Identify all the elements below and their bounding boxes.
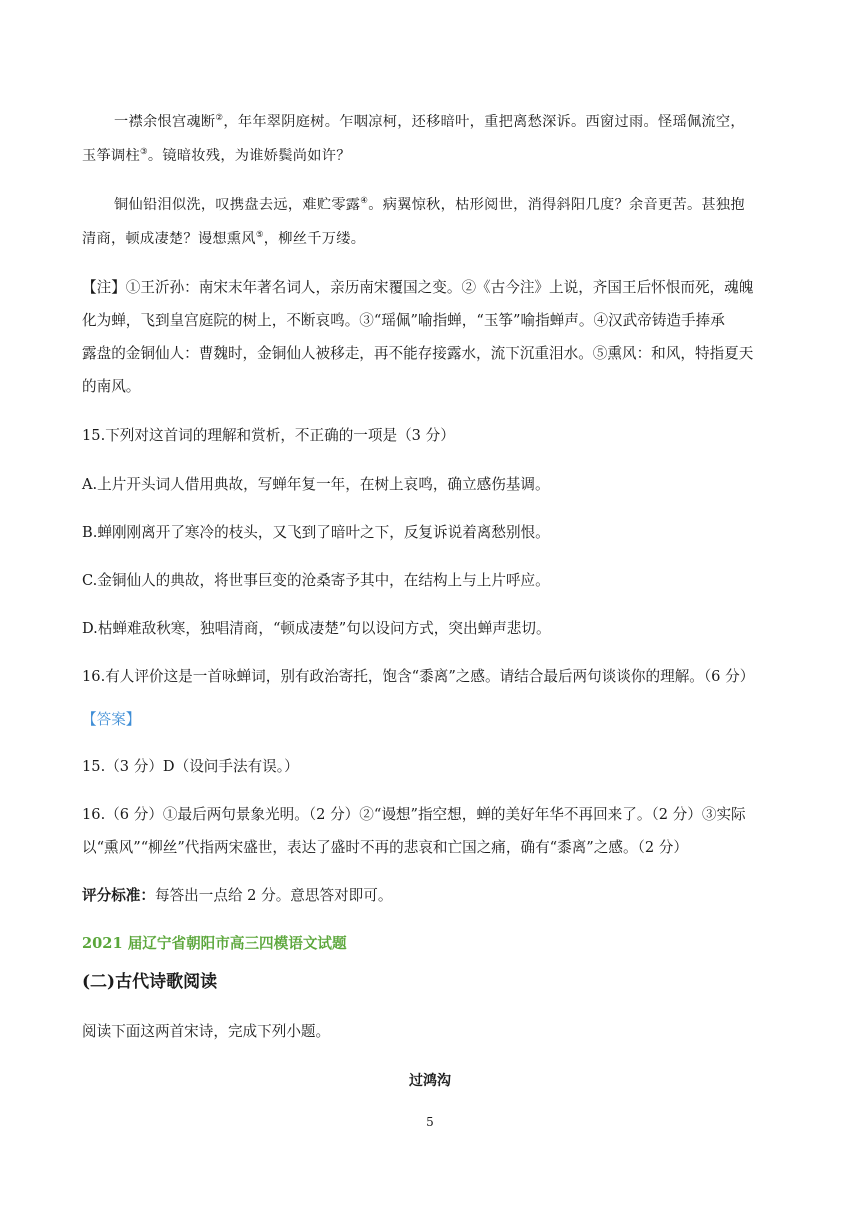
footnote-marker: ⑤ [255,230,264,240]
scoring-criteria [82,886,782,906]
poem-stanza2-line2 [82,229,782,249]
answer-16-line-1: 16.（6 分）①最后两句景象光明。（2 分）②“谩想”指空想，蝉的美好年华不再回来了。（2 分）③实际 [82,806,746,823]
poem-title: 过鸿沟 [409,1073,451,1089]
notes-line-4: 的南风。 [82,378,141,395]
section-heading: (二)古代诗歌阅读 [82,972,218,992]
notes-line-1: 【注】①王沂孙：南宋末年著名词人，亲历南宋覆国之变。②《古今注》上说，齐国王后怀恨而死，魂魄 [82,279,754,296]
answer-label: 【答案】 [82,711,141,728]
scoring-text: 每答出一点给 2 分。意思答对即可。 [154,887,393,904]
poem-stanza1-line1 [114,112,814,132]
option-a: A.上片开头词人借用典故，写蝉年复一年，在树上哀鸣，确立感伤基调。 [82,476,550,493]
poem-text: ，年年翠阴庭树。乍咽凉柯，还移暗叶，重把离愁深诉。西窗过雨。怪瑶佩流空， [223,114,745,130]
poem-text: 。病翼惊秋，枯形阅世，消得斜阳几度？余音更苦。甚独抱 [368,197,745,213]
answer-16-line-2: 以“熏风”“柳丝”代指两宋盛世，表达了盛时不再的悲哀和亡国之痛，确有“黍离”之感。（2 分） [82,839,688,856]
notes-line-3: 露盘的金铜仙人：曹魏时，金铜仙人被移走，再不能存接露水，流下沉重泪水。⑤熏风：和风，特指夏天 [82,345,754,362]
option-b: B.蝉刚刚离开了寒冷的枝头，又飞到了暗叶之下，反复诉说着离愁别恨。 [82,524,550,541]
footnote-marker: ③ [139,147,148,157]
question-15: 15.下列对这首词的理解和赏析，不正确的一项是（3 分） [82,427,455,444]
page-number: 5 [426,1115,434,1129]
poem-text: 清商，顿成凄楚？谩想熏风 [82,231,256,247]
answer-15: 15.（3 分）D（设问手法有误。） [82,758,299,775]
poem-text: 铜仙铅泪似洗，叹携盘去远，难贮零露 [114,197,361,213]
option-d: D.枯蝉难敌秋寒，独唱清商，“顿成凄楚”句以设问方式，突出蝉声悲切。 [82,620,551,637]
question-16: 16.有人评价这是一首咏蝉词，别有政治寄托，饱含“黍离”之感。请结合最后两句谈谈你的理解。（6 分） [82,668,755,685]
notes-line-2: 化为蝉，飞到皇宫庭院的树上，不断哀鸣。③“瑶佩”喻指蝉，“玉筝”喻指蝉声。④汉武帝铸造手捧承 [82,312,725,329]
poem-text: 。镜暗妆残，为谁娇鬓尚如许？ [147,148,351,164]
poem-text: 一襟余恨宫魂断 [114,114,216,130]
scoring-label: 评分标准： [82,887,155,904]
poem-text: 玉筝调柱 [82,148,140,164]
poem-stanza2-line1 [114,195,814,215]
poem-stanza1-line2 [82,146,782,166]
poem-text: ，柳丝千万缕。 [263,231,366,247]
reading-instruction: 阅读下面这两首宋诗，完成下列小题。 [82,1023,331,1040]
option-c: C.金铜仙人的典故，将世事巨变的沧桑寄予其中，在结构上与上片呼应。 [82,572,550,589]
footnote-marker: ② [215,113,224,123]
source-title: 2021 届辽宁省朝阳市高三四模语文试题 [82,935,347,952]
footnote-marker: ④ [360,196,369,206]
